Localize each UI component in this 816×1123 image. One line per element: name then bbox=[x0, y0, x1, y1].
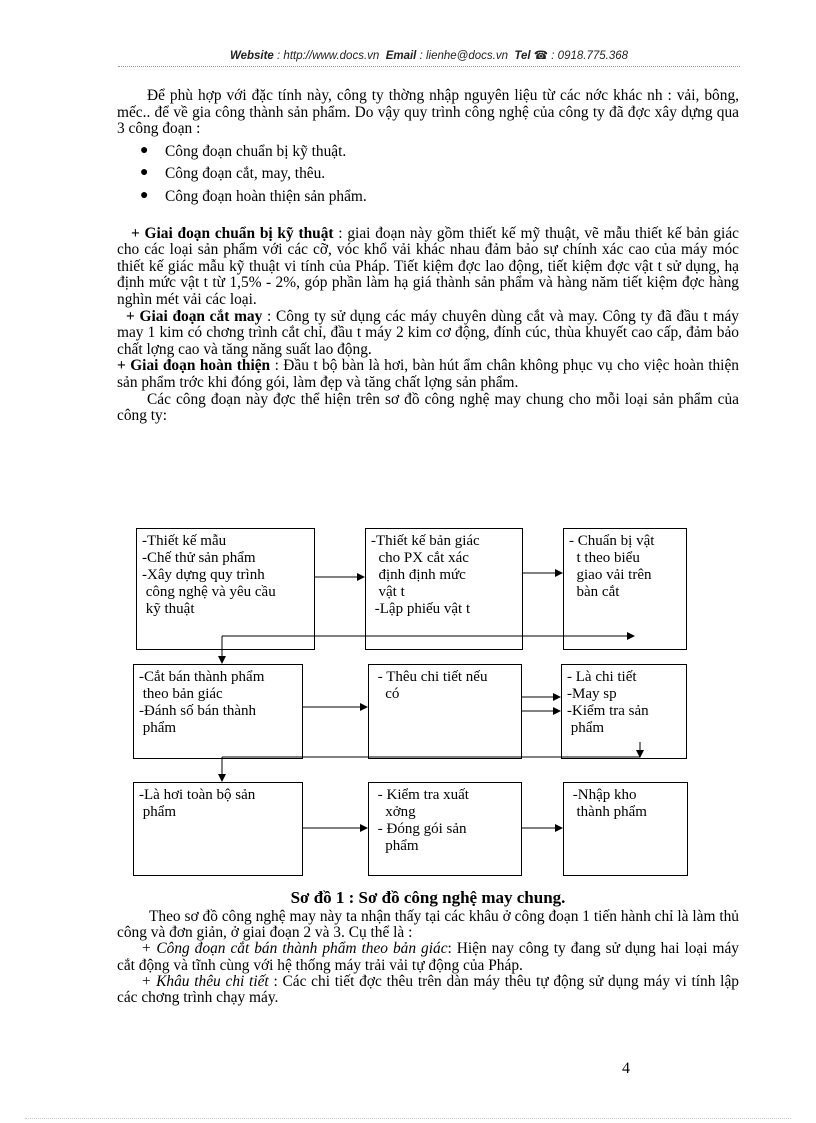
conclusion-section bbox=[117, 909, 739, 1006]
conclusion-3-italic: + Khâu thêu chi tiết bbox=[141, 972, 269, 990]
stage-3-paragraph: + Giai đoạn hoàn thiện : Đầu t bộ bàn là hơi, bàn hút ẩm chân không phục vụ cho việc hoàn thiện sản phẩm trớc khi đóng gói, làm đẹp và tăng chất lợng sản phẩm. bbox=[117, 357, 739, 391]
stage-3-title: + Giai đoạn hoàn thiện bbox=[117, 357, 271, 375]
box-sewing: - Là chi tiết -May sp -Kiểm tra sản phẩm bbox=[561, 664, 687, 759]
diagram-caption: Sơ đồ 1 : Sơ đồ công nghệ may chung. bbox=[290, 888, 566, 907]
website-value[interactable]: : http://www.docs.vn bbox=[277, 50, 380, 62]
page-number: 4 bbox=[622, 1060, 630, 1077]
bullet-icon: ● bbox=[140, 142, 149, 158]
list-item: ● Công đoạn chuẩn bị kỹ thuật. bbox=[140, 142, 347, 160]
stage-2-title: + Giai đoạn cắt may bbox=[126, 307, 263, 325]
box-technical-design: -Thiết kế mẫu -Chế thử sản phẩm -Xây dựng quy trình công nghệ và yêu cầu kỹ thuật bbox=[136, 528, 315, 650]
list-item: ● Công đoạn hoàn thiện sản phẩm. bbox=[140, 187, 367, 205]
box-warehouse: -Nhập kho thành phẩm bbox=[563, 782, 688, 876]
flow-intro-paragraph: Các công đoạn này đợc thể hiện trên sơ đồ công nghệ may chung cho mỗi loại sản phẩm của công ty: bbox=[117, 390, 739, 425]
email-label: Email bbox=[385, 50, 417, 62]
box-pattern-layout: -Thiết kế bản giác cho PX cắt xác định định mức vật t -Lập phiếu vật t bbox=[365, 528, 523, 650]
conclusion-paragraph-3: + Khâu thêu chi tiết : Các chi tiết đợc thêu trên dàn máy thêu tự động sử dụng máy vi tính lập các chơng trình chạy máy. bbox=[117, 972, 739, 1007]
conclusion-paragraph-1: Theo sơ đồ công nghệ may này ta nhận thấy tại các khâu ở công đoạn 1 tiến hành chỉ là làm thủ công và đơn giản, ở giai đoạn 2 và 3. Cụ thể là : bbox=[117, 908, 739, 942]
box-material-prep: - Chuẩn bị vật t theo biểu giao vải trên bàn cắt bbox=[563, 528, 687, 650]
email-value[interactable]: : lienhe@docs.vn bbox=[419, 50, 508, 62]
list-item: ● Công đoạn cắt, may, thêu. bbox=[140, 165, 326, 183]
conclusion-2-italic: + Công đoạn cắt bán thành phẩm theo bản giác bbox=[141, 940, 448, 958]
tel-value: : 0918.775.368 bbox=[551, 50, 629, 62]
stage-2-paragraph: + Giai đoạn cắt may : Công ty sử dụng các máy chuyên dùng cắt và may. Công ty đã đầu t máy may 1 kim có chơng trình cắt chỉ, đầu t máy 2 kim cơ động, đính cúc, thùa khuyết cao cấp, đảm bảo chất lợng cao và tăng năng suất lao động. bbox=[117, 307, 739, 358]
box-embroidery: - Thêu chi tiết nếu có bbox=[368, 664, 522, 759]
stage-1-title: + Giai đoạn chuẩn bị kỹ thuật bbox=[131, 224, 334, 242]
website-label: Website bbox=[229, 50, 274, 62]
footer-divider bbox=[25, 1118, 791, 1119]
intro-paragraph: Để phù hợp với đặc tính này, công ty thờng nhập nguyên liệu từ các nớc khác nh : vải, bông, mếc.. để về gia công thành sản phẩm. Do vậy quy trình công nghệ của công ty đã đợc xây dựng qua 3 công đoạn : bbox=[117, 87, 739, 138]
conclusion-paragraph-2: + Công đoạn cắt bán thành phẩm theo bản giác: Hiện nay công ty đang sử dụng hai loại máy cắt động và tĩnh cùng với hệ thống máy trải vải tự động của Pháp. bbox=[117, 940, 739, 974]
bullet-icon: ● bbox=[140, 187, 149, 203]
stage-1-paragraph: + Giai đoạn chuẩn bị kỹ thuật : giai đoạn này gồm thiết kế mỹ thuật, vẽ mẫu thiết kế bản giác cho các loại sản phẩm với các cỡ, vóc khổ vải khác nhau đảm bảo sự chính xác cao của máy móc thiết kế giác mẫu kỹ thuật vi tính của Pháp. Tiết kiệm đợc lao động, tiết kiệm đợc vật t sử dụng, hạ định mức vật t từ 1,5% - 2%, góp phần làm hạ giá thành sản phẩm và hàng năm tiết kiệm đợc hàng nghìn mét vải các loại. bbox=[117, 224, 739, 308]
box-cutting: -Cắt bán thành phẩm theo bản giác -Đánh số bán thành phẩm bbox=[133, 664, 303, 759]
box-inspection-packing: - Kiểm tra xuất xởng - Đóng gói sản phẩm bbox=[368, 782, 522, 876]
phone-icon: ☎ bbox=[533, 50, 549, 62]
tel-label: Tel bbox=[514, 50, 531, 62]
box-ironing: -Là hơi toàn bộ sản phẩm bbox=[133, 782, 303, 876]
bullet-icon: ● bbox=[140, 165, 149, 181]
